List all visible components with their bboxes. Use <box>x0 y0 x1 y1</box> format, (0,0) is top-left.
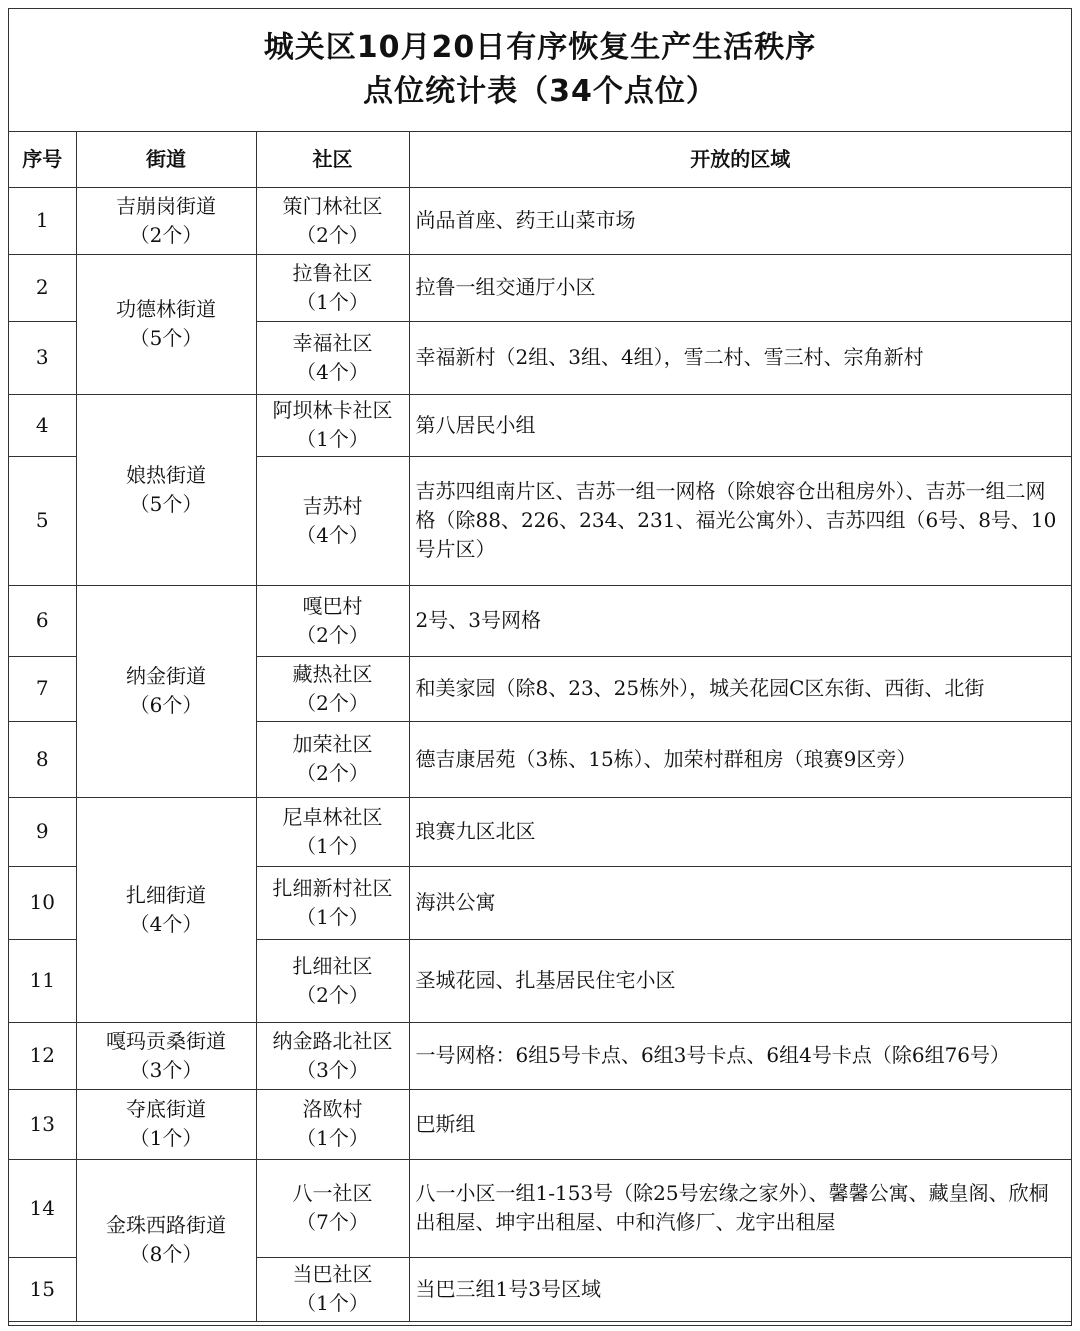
street-count: （5个） <box>129 491 203 516</box>
community-count: （3个） <box>296 1057 369 1082</box>
community-count: （1个） <box>296 427 369 451</box>
street-name: 吉崩岗街道 <box>116 193 216 218</box>
community-name: 洛欧村 <box>302 1097 363 1121</box>
community-cell <box>256 1022 409 1089</box>
row-no: 5 <box>9 456 76 585</box>
community-cell <box>256 1089 409 1159</box>
row-no: 8 <box>9 721 76 797</box>
street-count: （6个） <box>129 693 203 717</box>
street-count: （8个） <box>129 1242 203 1266</box>
community-name: 尼卓林社区 <box>282 804 383 829</box>
table-row <box>9 797 1071 866</box>
community-cell <box>256 797 409 866</box>
area-cell: 琅赛九区北区 <box>409 797 1071 866</box>
table-row <box>9 585 1071 656</box>
statistics-sheet <box>8 8 1072 1326</box>
street-name: 娘热街道 <box>126 462 206 487</box>
street-cell <box>76 254 256 394</box>
street-cell <box>76 797 256 1022</box>
community-count: （1个） <box>296 1126 369 1150</box>
community-count: （2个） <box>296 982 369 1007</box>
row-no: 7 <box>9 656 76 721</box>
area-cell: 德吉康居苑（3栋、15栋）、加荣村群租房（琅赛9区旁） <box>409 721 1071 797</box>
community-cell <box>256 1257 409 1321</box>
street-name: 嘎玛贡桑街道 <box>106 1028 226 1053</box>
table-row <box>9 1159 1071 1257</box>
street-count: （2个） <box>129 222 203 247</box>
community-cell <box>256 254 409 321</box>
community-name: 策门林社区 <box>282 193 383 218</box>
community-name: 阿坝林卡社区 <box>272 398 393 422</box>
community-name: 纳金路北社区 <box>272 1028 393 1053</box>
street-count: （4个） <box>129 911 203 936</box>
community-name: 扎细新村社区 <box>272 875 393 900</box>
row-no: 10 <box>9 866 76 939</box>
community-name: 扎细社区 <box>292 953 373 978</box>
table-header-row <box>9 132 1071 187</box>
table-row <box>9 1089 1071 1159</box>
area-cell: 幸福新村（2组、3组、4组），雪二村、雪三村、宗角新村 <box>409 321 1071 394</box>
community-name: 藏热社区 <box>292 661 373 686</box>
street-count: （5个） <box>129 326 203 350</box>
community-count: （1个） <box>296 904 369 929</box>
header-no: 序号 <box>9 132 76 187</box>
community-cell <box>256 656 409 721</box>
row-no: 12 <box>9 1022 76 1089</box>
area-cell: 八一小区一组1-153号（除25号宏缘之家外）、馨馨公寓、藏皇阁、欣桐出租屋、坤宇出租屋、中和汽修厂、龙宇出租屋 <box>409 1159 1071 1257</box>
row-no: 11 <box>9 939 76 1022</box>
street-cell <box>76 1022 256 1089</box>
community-name: 吉苏村 <box>302 493 363 518</box>
street-name: 扎细街道 <box>126 882 206 907</box>
community-cell <box>256 939 409 1022</box>
community-count: （1个） <box>296 833 369 858</box>
row-no: 13 <box>9 1089 76 1159</box>
table-row <box>9 187 1071 254</box>
title-block <box>9 9 1071 132</box>
street-name: 金珠西路街道 <box>106 1213 226 1237</box>
community-count: （2个） <box>296 690 369 715</box>
area-cell: 拉鲁一组交通厅小区 <box>409 254 1071 321</box>
table-row <box>9 254 1071 321</box>
street-name: 纳金街道 <box>126 664 206 688</box>
street-cell <box>76 1089 256 1159</box>
street-count: （1个） <box>129 1126 203 1150</box>
community-cell <box>256 394 409 456</box>
community-name: 拉鲁社区 <box>292 260 373 285</box>
row-no: 9 <box>9 797 76 866</box>
area-cell: 吉苏四组南片区、吉苏一组一网格（除娘容仓出租房外）、吉苏一组二网格（除88、226、234、231、福光公寓外）、吉苏四组（6号、8号、10号片区） <box>409 456 1071 585</box>
header-community: 社区 <box>256 132 409 187</box>
community-count: （2个） <box>296 761 369 785</box>
community-count: （4个） <box>296 522 369 547</box>
community-count: （4个） <box>296 359 369 384</box>
row-no: 4 <box>9 394 76 456</box>
area-cell: 一号网格：6组5号卡点、6组3号卡点、6组4号卡点（除6组76号） <box>409 1022 1071 1089</box>
community-name: 八一社区 <box>292 1181 373 1205</box>
table-row <box>9 394 1071 456</box>
area-cell: 尚品首座、药王山菜市场 <box>409 187 1071 254</box>
area-cell: 圣城花园、扎基居民住宅小区 <box>409 939 1071 1022</box>
community-count: （7个） <box>296 1210 369 1234</box>
community-cell <box>256 866 409 939</box>
row-no: 6 <box>9 585 76 656</box>
points-table <box>9 132 1071 1322</box>
community-cell <box>256 321 409 394</box>
row-no: 1 <box>9 187 76 254</box>
area-cell: 和美家园（除8、23、25栋外），城关花园C区东街、西街、北街 <box>409 656 1071 721</box>
community-cell <box>256 456 409 585</box>
row-no: 2 <box>9 254 76 321</box>
street-count: （3个） <box>129 1057 203 1082</box>
area-cell: 巴斯组 <box>409 1089 1071 1159</box>
street-cell <box>76 585 256 797</box>
header-area: 开放的区域 <box>409 132 1071 187</box>
community-name: 加荣社区 <box>292 732 373 756</box>
community-count: （2个） <box>296 622 369 647</box>
street-cell <box>76 394 256 585</box>
community-name: 嘎巴村 <box>302 593 363 618</box>
area-cell: 2号、3号网格 <box>409 585 1071 656</box>
row-no: 15 <box>9 1257 76 1321</box>
header-street: 街道 <box>76 132 256 187</box>
community-count: （2个） <box>296 222 369 247</box>
area-cell: 第八居民小组 <box>409 394 1071 456</box>
title-line-2: 点位统计表（34个点位） <box>363 74 717 109</box>
table-row <box>9 1022 1071 1089</box>
street-cell <box>76 1159 256 1321</box>
community-cell <box>256 721 409 797</box>
community-cell <box>256 187 409 254</box>
area-cell: 当巴三组1号3号区域 <box>409 1257 1071 1321</box>
row-no: 14 <box>9 1159 76 1257</box>
street-name: 功德林街道 <box>116 297 216 321</box>
community-cell <box>256 1159 409 1257</box>
community-count: （1个） <box>296 289 369 314</box>
community-name: 幸福社区 <box>292 330 373 355</box>
street-name: 夺底街道 <box>126 1097 206 1121</box>
street-cell <box>76 187 256 254</box>
area-cell: 海洪公寓 <box>409 866 1071 939</box>
community-cell <box>256 585 409 656</box>
title-line-1: 城关区10月20日有序恢复生产生活秩序 <box>263 30 817 65</box>
community-count: （1个） <box>296 1291 369 1315</box>
row-no: 3 <box>9 321 76 394</box>
community-name: 当巴社区 <box>292 1262 373 1286</box>
